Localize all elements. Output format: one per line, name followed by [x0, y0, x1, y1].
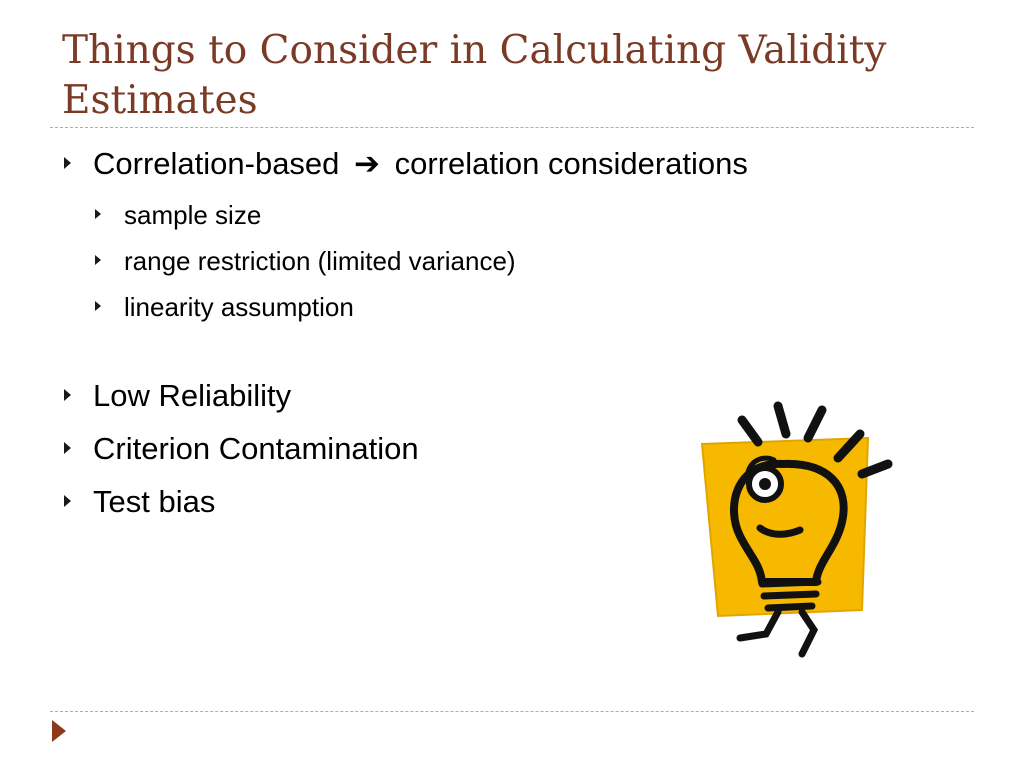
slide-title: Things to Consider in Calculating Validity Estimates — [62, 28, 887, 123]
sub-bullet-text: linearity assumption — [124, 292, 354, 322]
bullet-arrow-icon — [64, 495, 71, 507]
sub-bullet-arrow-icon — [95, 301, 101, 311]
bullet-correlation-based — [93, 146, 748, 182]
bullet-low-reliability — [93, 378, 291, 414]
bullet-arrow-icon — [64, 157, 71, 169]
bullet-text: Low Reliability — [93, 378, 292, 413]
bullet-text-correlation-considerations: correlation considerations — [394, 146, 748, 181]
sub-bullet-arrow-icon — [95, 255, 101, 265]
bullet-text-correlation-based: Correlation-based — [93, 146, 340, 181]
sub-bullet-arrow-icon — [95, 209, 101, 219]
sub-bullet-linearity — [124, 292, 354, 323]
sub-bullet-range-restriction — [124, 246, 516, 277]
bullet-text: Test bias — [93, 484, 216, 519]
sub-bullet-text: range restriction (limited variance) — [124, 246, 516, 276]
bullet-test-bias — [93, 484, 215, 520]
sub-bullet-text: sample size — [124, 200, 262, 230]
bullet-arrow-icon — [64, 442, 71, 454]
slide-nav-triangle-icon — [52, 720, 66, 742]
bullet-arrow-icon — [64, 389, 71, 401]
footer-divider — [50, 711, 974, 712]
sub-bullet-sample-size — [124, 200, 261, 231]
bullet-text: Criterion Contamination — [93, 431, 419, 466]
lightbulb-character-icon — [690, 398, 905, 660]
right-arrow-icon: ➔ — [354, 146, 381, 181]
bullet-criterion-contamination — [93, 431, 419, 467]
